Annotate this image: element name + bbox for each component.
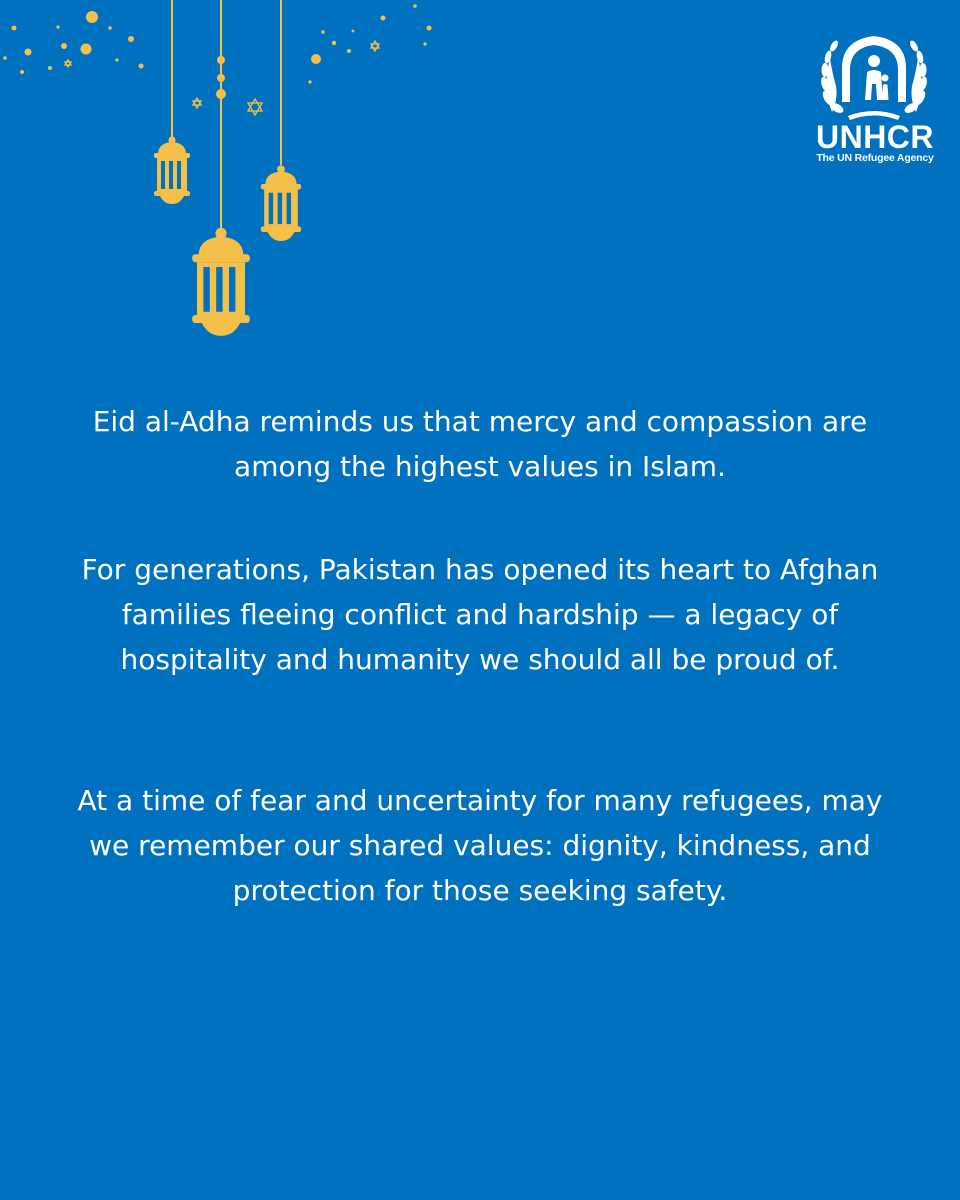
unhcr-emblem-icon <box>818 28 930 124</box>
hanging-lantern-icon <box>261 165 301 241</box>
string-beads <box>216 56 226 99</box>
hanging-lantern-icon <box>192 228 250 336</box>
lantern-decoration <box>0 0 460 345</box>
logo-name: UNHCR <box>815 119 935 155</box>
message-paragraph-3: At a time of fear and uncertainty for many refugees, may we remember our shared values: dignity, kindness, and protection for those seeking safety. <box>77 784 883 907</box>
logo-tagline: The UN Refugee Agency <box>816 152 934 164</box>
hanging-lantern-icon <box>154 137 190 205</box>
dot-sparkle-icon <box>3 4 431 83</box>
message-paragraph-2: For generations, Pakistan has opened its heart to Afghan families fleeing conflict and hardship — a legacy of hospitality and humanity we should all be proud of. <box>81 553 879 676</box>
message-paragraph-1: Eid al-Adha reminds us that mercy and compassion are among the highest values in Islam. <box>92 405 868 483</box>
unhcr-logo <box>810 28 940 168</box>
